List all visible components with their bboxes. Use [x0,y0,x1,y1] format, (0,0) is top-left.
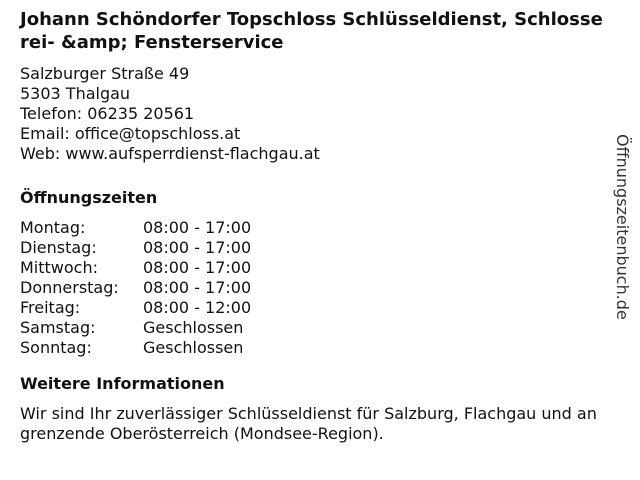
day-label: Freitag: [20,298,81,317]
website: Web: www.aufsperrdienst-flachgau.at [20,144,320,163]
hours-value: 08:00 - 12:00 [143,298,252,317]
hours-row [20,238,251,258]
hours-row [20,278,251,298]
hours-value: Geschlossen [143,338,244,357]
more-info-text: Wir sind Ihr zuverlässiger Schlüsseldienst für Salzburg, Flachgau und angrenzende Oberösterreich (Mondsee-Region). [20,404,597,443]
hours-value: 08:00 - 17:00 [143,238,252,257]
opening-hours-table [20,218,251,358]
day-label: Mittwoch: [20,258,98,277]
hours-row [20,258,251,278]
phone-number: Telefon: 06235 20561 [20,104,195,123]
opening-hours-heading: Öffnungszeiten [20,188,158,207]
hours-row [20,218,251,238]
site-watermark: Öffnungszeitenbuch.de [613,134,632,320]
hours-value: 08:00 - 17:00 [143,278,252,297]
day-label: Donnerstag: [20,278,119,297]
postal-city: 5303 Thalgau [20,84,131,103]
hours-value: 08:00 - 17:00 [143,218,252,237]
contact-block [20,64,606,164]
business-title: Johann Schöndorfer Topschloss Schlüsseldienst, Schlosserei- &amp; Fensterservice [20,9,603,53]
day-label: Samstag: [20,318,96,337]
more-info-heading: Weitere Informationen [20,374,225,393]
hours-row [20,298,251,318]
hours-value: 08:00 - 17:00 [143,258,252,277]
hours-row [20,338,251,358]
day-label: Dienstag: [20,238,97,257]
hours-row [20,318,251,338]
business-card [20,8,606,444]
street-address: Salzburger Straße 49 [20,64,190,83]
hours-value: Geschlossen [143,318,244,337]
day-label: Montag: [20,218,86,237]
day-label: Sonntag: [20,338,92,357]
email-address: Email: office@topschloss.at [20,124,241,143]
